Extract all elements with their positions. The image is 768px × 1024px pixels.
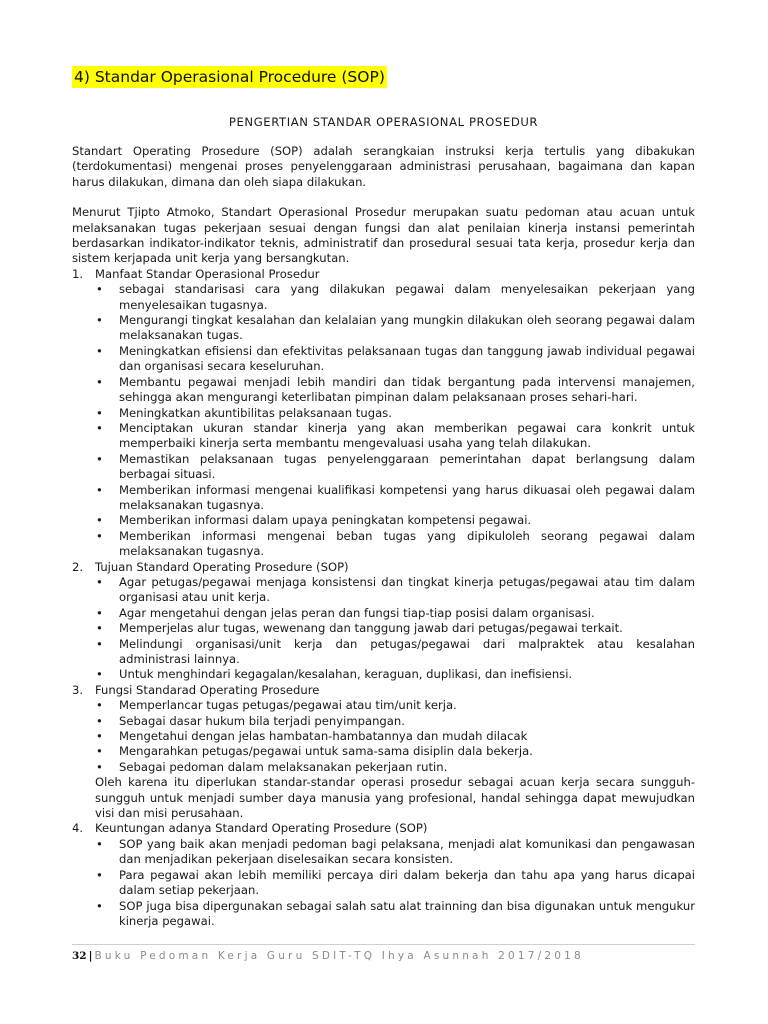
bullet-dot-icon: • xyxy=(96,282,103,297)
section-item xyxy=(72,683,695,822)
bullet-dot-icon: • xyxy=(96,867,103,882)
section-heading-text: Fungsi Standarad Operating Prosedure xyxy=(95,682,320,697)
bullet-dot-icon: • xyxy=(96,729,103,744)
bullet-item xyxy=(95,483,695,514)
bullet-text: Memberikan informasi dalam upaya peningkatan kompetensi pegawai. xyxy=(119,513,532,528)
bullet-dot-icon: • xyxy=(96,513,103,528)
bullet-item xyxy=(95,621,695,636)
bullet-dot-icon: • xyxy=(96,313,103,328)
bullet-text: Melindungi organisasi/unit kerja dan petugas/pegawai dari malpraktek atau kesalahan administrasi lainnya. xyxy=(119,636,695,666)
bullet-item xyxy=(95,575,695,606)
bullet-text: Untuk menghindari kegagalan/kesalahan, keraguan, duplikasi, dan inefisiensi. xyxy=(119,667,573,682)
section-item xyxy=(72,560,695,683)
bullet-item xyxy=(95,899,695,930)
bullet-dot-icon: • xyxy=(96,528,103,543)
bullet-text: Membantu pegawai menjadi lebih mandiri dan tidak bergantung pada intervensi manajemen, sehingga akan mengurangi keterlibatan pimpinan dalam pelaksanaan proses sehari-hari. xyxy=(119,374,695,405)
bullet-dot-icon: • xyxy=(96,744,103,759)
bullet-text: Agar petugas/pegawai menjaga konsistensi dan tingkat kinerja petugas/pegawai atau tim dalam organisasi atau unit kerja. xyxy=(119,574,695,605)
bullet-text: Memberikan informasi mengenai kualifikasi kompetensi yang harus dikuasai oleh pegawai dalam melaksanakan tugasnya. xyxy=(119,482,695,512)
page-number: 32 xyxy=(72,950,87,962)
bullet-dot-icon: • xyxy=(96,343,103,358)
section-heading xyxy=(72,821,695,836)
section-item xyxy=(72,267,695,560)
footer-text: Buku Pedoman Kerja Guru SDIT-TQ Ihya Asunnah 2017/2018 xyxy=(94,950,584,962)
bullet-item xyxy=(95,313,695,344)
bullet-dot-icon: • xyxy=(96,836,103,851)
bullet-text: Sebagai dasar hukum bila terjadi penyimpangan. xyxy=(119,713,405,728)
section-heading xyxy=(72,560,695,575)
bullet-item xyxy=(95,406,695,421)
bullet-text: Memastikan pelaksanaan tugas penyelenggaraan pemerintahan dapat berlangsung dalam berbagai situasi. xyxy=(119,451,695,482)
bullet-dot-icon: • xyxy=(96,621,103,636)
section-heading xyxy=(72,267,695,282)
bullet-dot-icon: • xyxy=(96,420,103,435)
bullet-text: Meningkatkan efisiensi dan efektivitas pelaksanaan tugas dan tanggung jawab individual pegawai dan organisasi secara keseluruhan. xyxy=(119,343,695,374)
bullet-item xyxy=(95,729,695,744)
bullet-dot-icon: • xyxy=(96,605,103,620)
bullet-text: Agar mengetahui dengan jelas peran dan fungsi tiap-tiap posisi dalam organisasi. xyxy=(119,605,595,620)
bullet-list xyxy=(72,837,695,929)
footer-separator: | xyxy=(88,950,93,962)
section-heading-text: Tujuan Standard Operating Prosedure (SOP) xyxy=(95,559,349,574)
section-heading-text: Keuntungan adanya Standard Operating Prosedure (SOP) xyxy=(95,821,428,836)
bullet-text: Meningkatkan akuntibilitas pelaksanaan tugas. xyxy=(119,405,392,420)
bullet-text: sebagai standarisasi cara yang dilakukan pegawai dalam menyelesaikan pekerjaan yang menyelesaikan tugasnya. xyxy=(119,282,695,312)
section-title: 4) Standar Operasional Procedure (SOP) xyxy=(74,68,385,86)
bullet-dot-icon: • xyxy=(96,898,103,913)
bullet-item xyxy=(95,667,695,682)
bullet-dot-icon: • xyxy=(96,698,103,713)
section-number: 2. xyxy=(72,559,84,574)
bullet-dot-icon: • xyxy=(96,667,103,682)
section-item xyxy=(72,821,695,929)
bullet-dot-icon: • xyxy=(96,713,103,728)
bullet-item xyxy=(95,744,695,759)
bullet-text: Mengetahui dengan jelas hambatan-hambatannya dan mudah dilacak xyxy=(119,729,528,744)
section-number: 4. xyxy=(72,821,84,836)
bullet-text: Mengurangi tingkat kesalahan dan kelalaian yang mungkin dilakukan oleh seorang pegawai dalam melaksanakan tugas. xyxy=(119,313,695,343)
bullet-item xyxy=(95,760,695,775)
section-heading-text: Manfaat Standar Operasional Prosedur xyxy=(95,266,320,281)
intro-paragraph: Standart Operating Prosedure (SOP) adalah serangkaian instruksi kerja tertulis yang dibakukan (terdokumentasi) mengenai proses penyelenggaraan administrasi perusahaan, bagaimana dan kapan harus dilakukan, dimana dan oleh siapa dilakukan. xyxy=(72,144,695,189)
bullet-text: Menciptakan ukuran standar kinerja yang akan memberikan pegawai cara konkrit untuk memperbaiki kinerja serta membantu mengevaluasi usaha yang telah dilakukan. xyxy=(119,420,695,451)
bullet-text: Mengarahkan petugas/pegawai untuk sama-sama disiplin dala bekerja. xyxy=(119,744,533,759)
bullet-list xyxy=(72,282,695,559)
numbered-sections xyxy=(72,267,695,929)
bullet-item xyxy=(95,344,695,375)
page-footer xyxy=(72,944,695,963)
page-content xyxy=(72,66,695,929)
bullet-item xyxy=(95,529,695,560)
section-number: 1. xyxy=(72,266,84,281)
section-closing-paragraph: Oleh karena itu diperlukan standar-standar operasi prosedur sebagai acuan kerja secara sungguh-sungguh untuk menjadi sumber daya manusia yang profesional, handal sehingga dapat mewujudkan visi dan misi perusahaan. xyxy=(95,775,695,821)
bullet-dot-icon: • xyxy=(96,636,103,651)
bullet-dot-icon: • xyxy=(96,574,103,589)
bullet-text: Memperjelas alur tugas, wewenang dan tanggung jawab dari petugas/pegawai terkait. xyxy=(119,621,623,636)
bullet-text: SOP juga bisa dipergunakan sebagai salah satu alat trainning dan bisa digunakan untuk mengukur kinerja pegawai. xyxy=(119,898,695,928)
bullet-text: Para pegawai akan lebih memiliki percaya diri dalam bekerja dan tahu apa yang harus dicapai dalam setiap pekerjaan. xyxy=(119,867,695,898)
bullet-list xyxy=(72,698,695,775)
bullet-list xyxy=(72,575,695,683)
bullet-item xyxy=(95,837,695,868)
bullet-item xyxy=(95,698,695,713)
bullet-item xyxy=(95,452,695,483)
bullet-text: Sebagai pedoman dalam melaksanakan pekerjaan rutin. xyxy=(119,759,448,774)
title-wrap xyxy=(72,66,695,88)
bullet-text: SOP yang baik akan menjadi pedoman bagi pelaksana, menjadi alat komunikasi dan pengawasan dan menjadikan pekerjaan diselesaikan secara konsisten. xyxy=(119,836,695,867)
bullet-text: Memberikan informasi mengenai beban tugas yang dipikuloleh seorang pegawai dalam melaksanakan tugasnya. xyxy=(119,528,695,559)
bullet-text: Memperlancar tugas petugas/pegawai atau tim/unit kerja. xyxy=(119,698,457,713)
subtitle: PENGERTIAN STANDAR OPERASIONAL PROSEDUR xyxy=(228,115,539,129)
bullet-dot-icon: • xyxy=(96,374,103,389)
section-heading xyxy=(72,683,695,698)
bullet-item xyxy=(95,637,695,668)
bullet-dot-icon: • xyxy=(96,405,103,420)
bullet-dot-icon: • xyxy=(96,451,103,466)
bullet-item xyxy=(95,375,695,406)
bullet-item xyxy=(95,421,695,452)
definition-paragraph: Menurut Tjipto Atmoko, Standart Operasional Prosedur merupakan suatu pedoman atau acuan untuk melaksanakan tugas pekerjaan sesuai dengan fungsi dan alat penilaian kinerja instansi pemerintah berdasarkan indikator-indikator teknis, administratif dan prosedural sesuai tata kerja, prosedur kerja dan sistem kerjapada unit kerja yang bersangkutan. xyxy=(72,205,695,266)
section-number: 3. xyxy=(72,682,84,697)
bullet-item xyxy=(95,282,695,313)
bullet-item xyxy=(95,868,695,899)
bullet-item xyxy=(95,606,695,621)
bullet-dot-icon: • xyxy=(96,759,103,774)
bullet-dot-icon: • xyxy=(96,482,103,497)
bullet-item xyxy=(95,714,695,729)
bullet-item xyxy=(95,513,695,528)
